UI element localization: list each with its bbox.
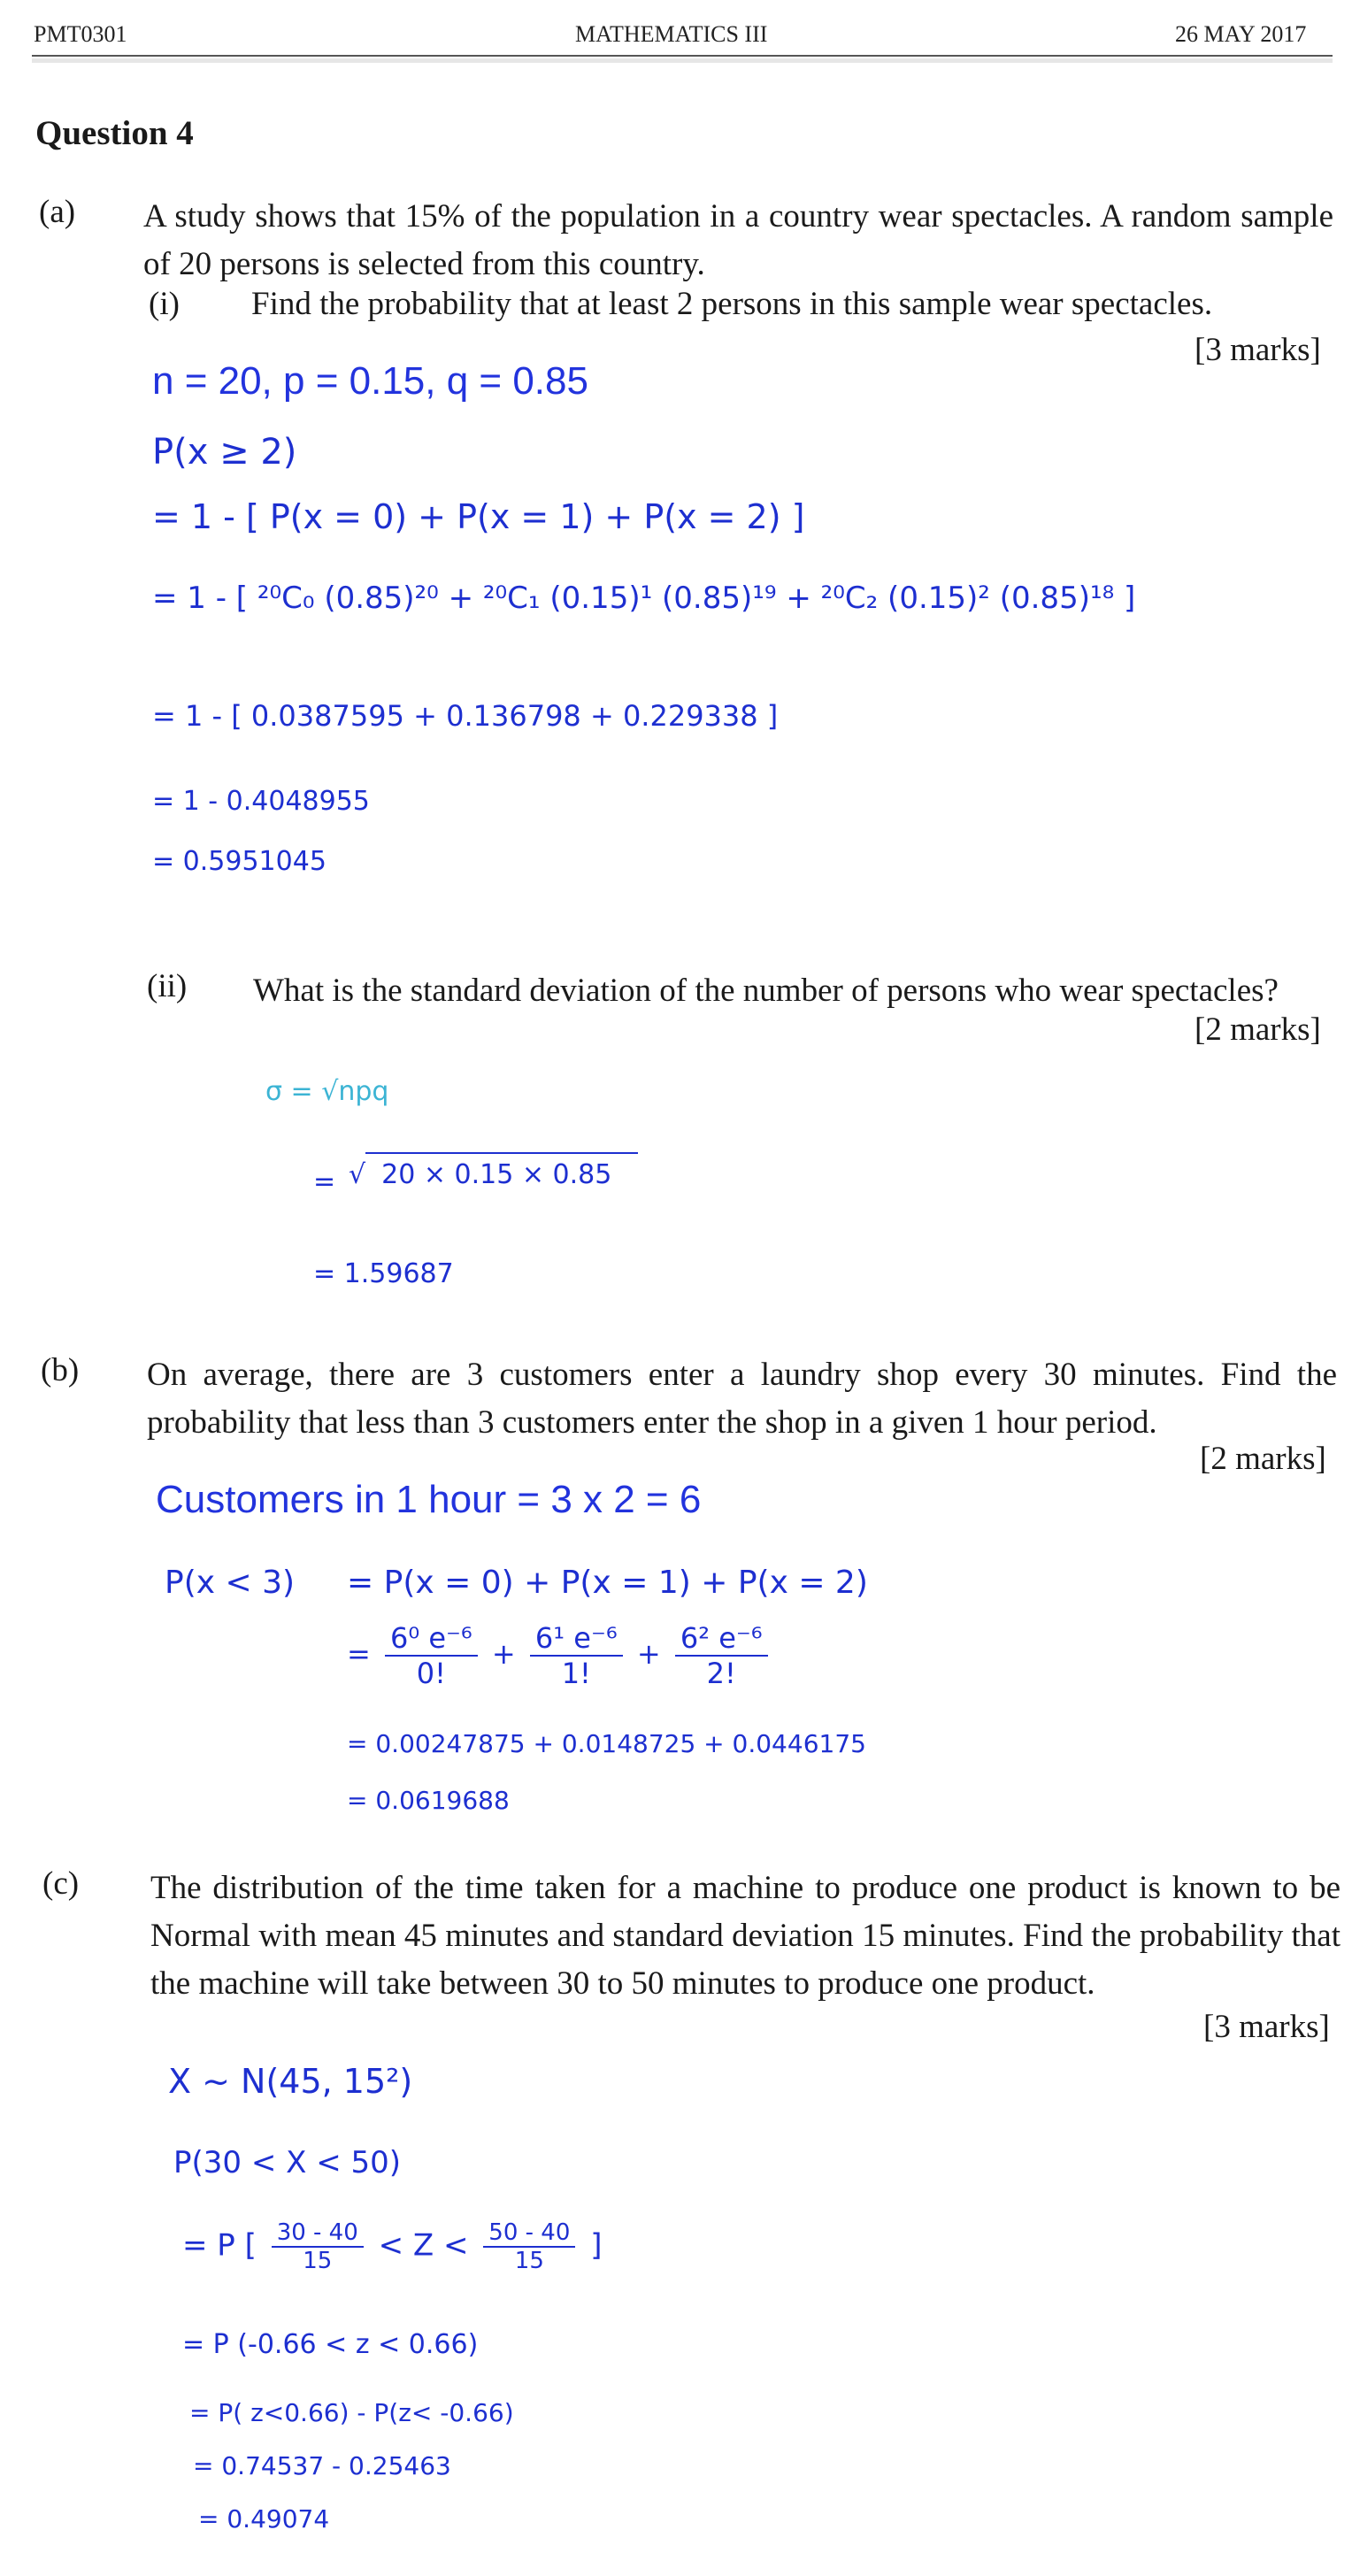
poisson-plus-1: + xyxy=(491,1637,516,1671)
working-c-mid: < Z < xyxy=(378,2227,469,2264)
working-c-eq-open: = P [ xyxy=(182,2227,257,2264)
part-a-ii-marks: [2 marks] xyxy=(1195,1011,1321,1048)
working-c-close: ] xyxy=(590,2227,603,2264)
sd-radicand: 20 × 0.15 × 0.85 xyxy=(365,1152,638,1190)
part-a-ii-text: What is the standard deviation of the number of persons who wear spectacles? xyxy=(253,973,1279,1009)
exam-date: 26 MAY 2017 xyxy=(1175,21,1307,47)
part-c-text: The distribution of the time taken for a machine to produce one product is known to be Normal with mean 45 minutes and standard deviation 15 minutes. Find the probability that the machine will take between 30 to 50 minutes to produce one product. xyxy=(150,1870,1340,2002)
poisson-frac2-den: 1! xyxy=(561,1657,591,1690)
part-c-label: (c) xyxy=(42,1865,80,1902)
working-a-line5: = 1 - 0.4048955 xyxy=(152,786,370,817)
course-code: PMT0301 xyxy=(34,21,127,47)
working-c-line6: = 0.49074 xyxy=(198,2504,330,2534)
part-a-i-label: (i) xyxy=(149,286,180,322)
z-frac1-num: 30 - 40 xyxy=(272,2219,364,2248)
poisson-frac1-den: 0! xyxy=(416,1657,446,1690)
working-c-standardize xyxy=(182,2219,602,2274)
poisson-frac1-num: 6⁰ e⁻⁶ xyxy=(385,1621,478,1657)
part-a-text: A study shows that 15% of the population in a country wear spectacles. A random sample of 20 persons is selected from this country. xyxy=(143,198,1333,282)
subject-title: MATHEMATICS III xyxy=(575,21,768,47)
question-title: Question 4 xyxy=(35,114,194,152)
part-a-label: (a) xyxy=(39,194,76,230)
sd-root: √ 20 × 0.15 × 0.85 xyxy=(349,1152,638,1190)
working-b-line3: = 0.00247875 + 0.0148725 + 0.0446175 xyxy=(347,1729,866,1758)
working-a-line4: = 1 - [ 0.0387595 + 0.136798 + 0.229338 ] xyxy=(152,699,779,733)
working-a-line6: = 0.5951045 xyxy=(152,846,326,877)
binomial-params: n = 20, p = 0.15, q = 0.85 xyxy=(152,359,588,403)
part-b-marks: [2 marks] xyxy=(1200,1441,1326,1477)
z-frac2-den: 15 xyxy=(514,2248,544,2274)
working-a-line1: P(x ≥ 2) xyxy=(152,432,297,473)
working-c-prob: P(30 < X < 50) xyxy=(173,2145,402,2180)
z-frac1-den: 15 xyxy=(303,2248,333,2274)
working-b-line2 xyxy=(347,1621,773,1690)
poisson-frac2-num: 6¹ e⁻⁶ xyxy=(530,1621,623,1657)
working-b-line1: = P(x = 0) + P(x = 1) + P(x = 2) xyxy=(347,1565,868,1601)
working-c-line3: = P (-0.66 < z < 0.66) xyxy=(182,2329,479,2360)
part-a-ii-label: (ii) xyxy=(147,968,188,1004)
working-a-line3: = 1 - [ ²⁰C₀ (0.85)²⁰ + ²⁰C₁ (0.15)¹ (0.85)¹⁹ + ²⁰C₂ (0.15)² (0.85)¹⁸ ] xyxy=(152,581,1136,616)
working-c-line5: = 0.74537 - 0.25463 xyxy=(193,2451,451,2480)
sd-result: = 1.59687 xyxy=(313,1258,454,1289)
working-b-eq: = xyxy=(347,1637,371,1671)
poisson-plus-2: + xyxy=(636,1637,661,1671)
part-a-i-text: Find the probability that at least 2 persons in this sample wear spectacles. xyxy=(251,286,1213,322)
working-c-line4: = P( z<0.66) - P(z< -0.66) xyxy=(189,2398,514,2427)
poisson-frac3-num: 6² e⁻⁶ xyxy=(675,1621,768,1657)
sd-eq-sign: = xyxy=(313,1166,336,1197)
part-a-i-marks: [3 marks] xyxy=(1195,332,1321,368)
working-b-lhs: P(x < 3) xyxy=(165,1565,296,1601)
sd-formula: σ = √npq xyxy=(265,1076,389,1107)
part-b-text: On average, there are 3 customers enter a laundry shop every 30 minutes. Find the probability that less than 3 customers enter the shop in a given 1 hour period. xyxy=(147,1357,1337,1441)
working-a-line2: = 1 - [ P(x = 0) + P(x = 1) + P(x = 2) ] xyxy=(152,497,805,536)
z-frac2-num: 50 - 40 xyxy=(483,2219,575,2248)
part-b-label: (b) xyxy=(41,1352,80,1388)
working-c-dist: X ~ N(45, 15²) xyxy=(168,2062,413,2101)
poisson-rate: Customers in 1 hour = 3 x 2 = 6 xyxy=(156,1478,702,1521)
poisson-frac3-den: 2! xyxy=(706,1657,736,1690)
header-rule xyxy=(32,55,1333,57)
part-c-marks: [3 marks] xyxy=(1203,2009,1330,2045)
working-b-line4: = 0.0619688 xyxy=(347,1786,510,1815)
header-shadow xyxy=(32,58,1333,63)
